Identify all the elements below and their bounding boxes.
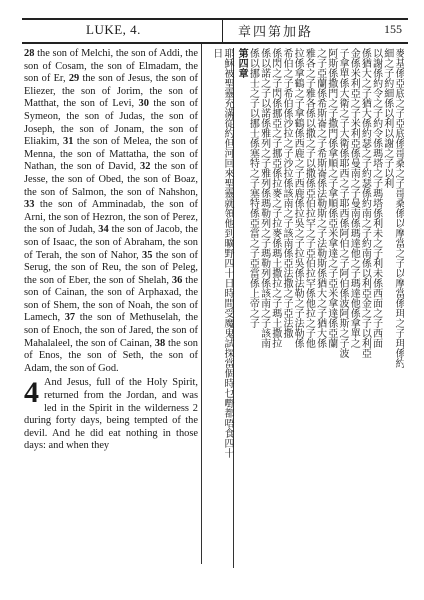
chinese-text-column: 係猶大之子猶大係約瑟之子約瑟係約南之子約南係以利亞金之子以利亞 bbox=[359, 48, 371, 358]
header-divider bbox=[222, 20, 223, 42]
running-title-english: LUKE, 4. bbox=[86, 22, 141, 37]
chinese-text-column: 麥基係亞底之子亞底係哥桑之子哥桑係以摩當之子以摩當係珥之子珥係約 bbox=[393, 48, 404, 368]
chinese-text-column: 係以諾之子以諾係雅列之子雅列係瑪勒列之子瑪勒列係該南之子該南 bbox=[258, 48, 270, 348]
verse-text: the son of Methuselah, the son of Enoch, the son of Jared, the son of Mahalaleel, the son of Cainan, bbox=[24, 312, 198, 349]
chinese-text-column: 拉係拿鶴之子拿鶴係西鹿之子西鹿係拉吳之子拉吳係法勒之子法勒係 bbox=[292, 48, 304, 348]
column-divider bbox=[201, 44, 202, 564]
verse-number: 37 bbox=[64, 312, 76, 324]
verse-text: the son of Serug, the son of Reu, the son of Peleg, the son of Eber, the son of Shelah, bbox=[24, 249, 198, 286]
genealogy-paragraph bbox=[24, 48, 198, 375]
chinese-chapter-label: 第四章 bbox=[233, 48, 247, 568]
chinese-text-column: 子拿單係大衛之子大衛係耶西之子耶西係阿伯之子阿伯係波阿斯之子波 bbox=[336, 48, 348, 358]
verse-number: 29 bbox=[68, 73, 80, 85]
chinese-text-column: 金係米利亞之子米利亞係曼南之子曼南係瑪達他之子瑪達他係拿單之 bbox=[348, 48, 360, 348]
verse-text: the son of Enos, the son of Seth, the son of Adam, the son of God. bbox=[24, 337, 198, 374]
verse-text: the son of Symeon, the son of Judas, the son of Joseph, the son of Jonam, the son of Eliakim, bbox=[24, 98, 198, 148]
verse-text: the son of Cainan, the son of Arphaxad, the son of Shem, the son of Noah, the son of Lamech, bbox=[24, 274, 198, 324]
verse-number: 33 bbox=[24, 199, 35, 211]
chinese-text-column: 之子亞蘭係希斯崙之子希斯崙係法勒斯之子法勒斯係猶大之子猶大係 bbox=[314, 48, 326, 348]
verse-number: 34 bbox=[98, 224, 109, 236]
verse-text: the son of Melea, the son of Menna, the son of Mattatha, the son of Nathan, the son of David, bbox=[24, 136, 198, 173]
page-number: 155 bbox=[384, 22, 402, 36]
running-title-chinese: 章四第加路 bbox=[238, 25, 314, 40]
verse-text: the son of Jesus, the son of Eliezer, the son of Jorim, the son of Matthat, the son of Levi, bbox=[24, 73, 198, 110]
chinese-text-column: 係以挪士之子以挪士係塞特之子塞特係亞當之子亞當係上帝之子 bbox=[247, 48, 259, 328]
chapter-number: 4 bbox=[24, 376, 39, 410]
chinese-text-column: 以謝係約令之子約令係瑪塔之子瑪塔係利未之子利未係西面之子西面 bbox=[370, 48, 382, 348]
chinese-text-column: 雅各之子雅各係以撒之子以撒係亞伯拉罕之子亞伯拉罕係他拉之子他 bbox=[303, 48, 315, 348]
verse-number: 38 bbox=[154, 337, 166, 349]
english-column bbox=[24, 48, 198, 453]
verse-text: the son of Amminadab, the son of Arni, the son of Hezron, the son of Perez, the son of Judah, bbox=[24, 199, 198, 236]
verse-text: the son of Melchi, the son of Addi, the son of Cosam, the son of Elmadam, the son of Er, bbox=[24, 48, 198, 85]
verse-text: the son of Jesse, the son of Obed, the son of Boaz, the son of Salmon, the son of Nahshon, bbox=[24, 161, 198, 198]
verse-text: the son of Jacob, the son of Isaac, the son of Abraham, the son of Terah, the son of Nahor, bbox=[24, 224, 198, 261]
chapter-opening-text: And Jesus, full of the Holy Spirit, returned from the Jordan, and was led in the Spirit in the wilderness 2 during forty days, being tempted of the devil. And he did eat nothing in those days: and when they bbox=[24, 377, 198, 452]
chinese-text-column: 希伯之子希伯係沙拉之子沙拉係該南之子該南係亞法撒之子亞法撒 bbox=[280, 48, 292, 338]
chapter-four-paragraph bbox=[24, 377, 198, 453]
verse-number: 36 bbox=[171, 274, 183, 286]
verse-number: 31 bbox=[63, 136, 74, 148]
chinese-chapter-text: 日 bbox=[210, 48, 222, 58]
chinese-chapter-text: 耶穌被聖靈充滿從約但河回來聖靈就領他到曠野四十日時間受魔鬼試探當個時乜嘢都唔食四十 bbox=[221, 48, 233, 458]
verse-number: 28 bbox=[24, 48, 35, 59]
page-header bbox=[22, 18, 408, 44]
verse-number: 35 bbox=[142, 249, 153, 261]
chinese-text-column: 係閃之子閃係挪亞之子挪亞係拉麥之子拉麥係瑪土撒拉之子瑪土撒拉 bbox=[269, 48, 281, 348]
chinese-text-column: 阿斯係撒門之子撒門係拿順之子拿順係亞米拿達之子亞米拿達係亞蘭 bbox=[325, 48, 337, 348]
chinese-text-column: 細之子約細係以利以謝之子以利 bbox=[381, 48, 393, 188]
verse-number: 32 bbox=[140, 161, 151, 173]
verse-number: 30 bbox=[138, 98, 149, 110]
chinese-column bbox=[206, 48, 404, 568]
